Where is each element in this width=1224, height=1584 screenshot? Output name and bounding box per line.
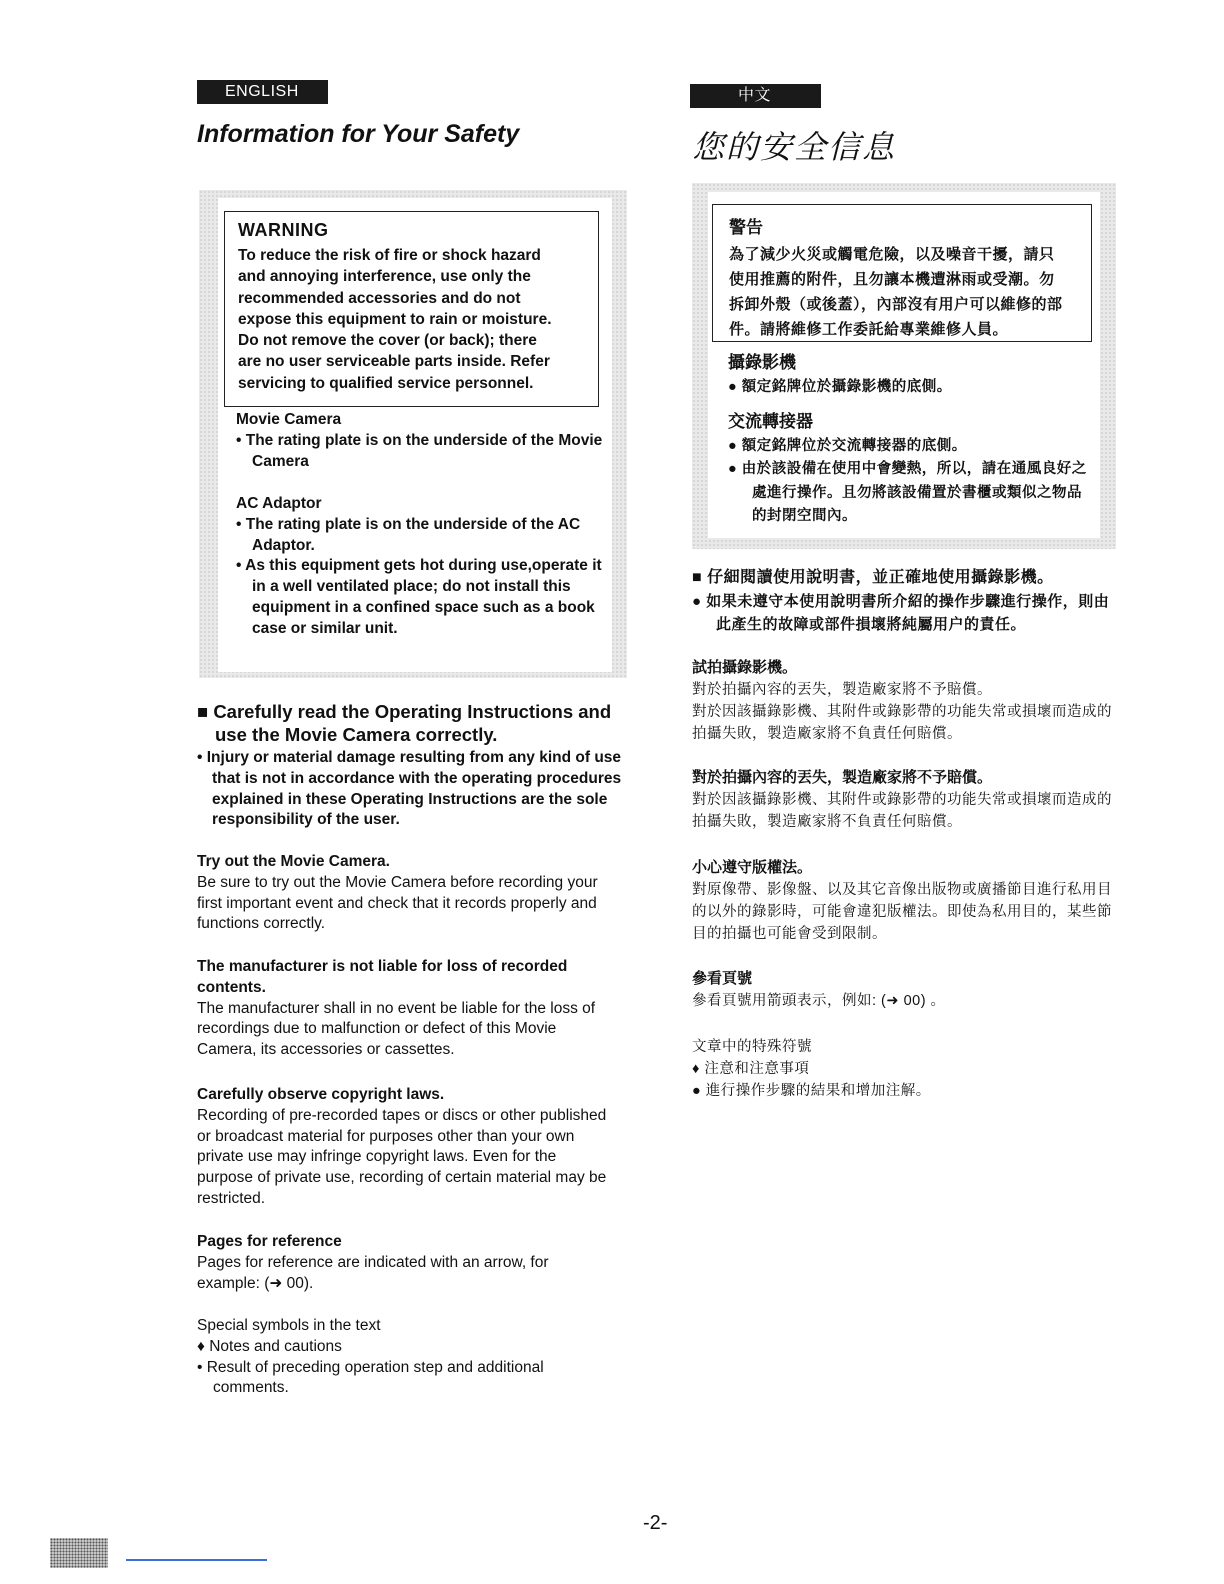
english-movie-camera-heading: Movie Camera [236, 411, 342, 428]
english-warning-box [224, 211, 599, 407]
chinese-copyright-text: 對原像帶、影像盤、以及其它音像出版物或廣播節目進行私用目的以外的錄影時，可能會違犯版權法。即使為私用目的，某些節目的拍攝也可能會受到限制。 [692, 882, 1112, 942]
english-ac-adaptor-bullet: • As this equipment gets hot during use,operate it in a well ventilated place; do not install this equipment in a confined space such as a book case or similar unit. [236, 557, 602, 637]
english-ac-adaptor-heading: AC Adaptor [236, 495, 322, 512]
english-warning-line: recommended accessories and do not [238, 289, 521, 307]
english-not-liable-text: The manufacturer shall in no event be liable for the loss of recordings due to malfunction or defect of this Movie Camera, its accessories or cassettes. [197, 999, 596, 1059]
english-warning-line: are no user serviceable parts inside. Refer [238, 353, 550, 371]
chinese-warning-box [712, 204, 1092, 342]
chinese-warning-line: 為了減少火災或觸電危險，以及噪音干擾，請只 [729, 246, 1055, 263]
chinese-pages-reference-text: 參看頁號用箭頭表示，例如: (➜ 00) 。 [692, 993, 946, 1009]
chinese-read-instructions-bullet: ● 如果未遵守本使用說明書所介紹的操作步驟進行操作，則由此產生的故障或部件損壞將純屬用户的責任。 [692, 592, 1110, 634]
chinese-movie-camera-section [728, 348, 1088, 399]
chinese-movie-camera-bullet: ● 額定銘牌位於攝錄影機的底側。 [728, 379, 952, 395]
english-movie-camera-section [236, 411, 608, 472]
english-try-out [197, 852, 612, 935]
chinese-not-liable-heading: 對於拍攝內容的丟失，製造廠家將不予賠償。 [692, 769, 993, 786]
scan-corner-line [126, 1559, 267, 1561]
page-number: -2- [643, 1512, 668, 1534]
english-symbol-result: • Result of preceding operation step and additional comments. [197, 1358, 544, 1397]
chinese-not-liable-text: 對於因該攝錄影機、其附件或錄影帶的功能失常或損壞而造成的拍攝失敗，製造廠家將不負責任何賠償。 [692, 792, 1112, 830]
english-pages-reference-heading: Pages for reference [197, 1233, 342, 1250]
chinese-warning-text [729, 242, 1081, 342]
english-try-out-text: Be sure to try out the Movie Camera before recording your first important event and check that it records properly and functions correctly. [197, 873, 598, 933]
english-copyright [197, 1085, 615, 1210]
english-page-title: Information for Your Safety [197, 120, 520, 148]
english-not-liable-heading: The manufacturer is not liable for loss of recorded contents. [197, 958, 568, 996]
english-pages-reference-text: Pages for reference are indicated with an arrow, for example: (➜ 00). [197, 1253, 549, 1292]
chinese-ac-adaptor-heading: 交流轉接器 [728, 412, 813, 431]
chinese-try-out-heading: 試拍攝錄影機。 [692, 659, 798, 676]
chinese-warning-line: 件。請將維修工作委託給專業維修人員。 [729, 321, 1009, 338]
english-warning-line: servicing to qualified service personnel. [238, 374, 534, 392]
english-read-instructions-bullet: • Injury or material damage resulting from any kind of use that is not in accordance with the operating procedures explained in these Operating Instructions are the sole responsibility of the user. [197, 749, 622, 829]
chinese-section-label: 中文 [690, 84, 821, 108]
english-warning-line: Do not remove the cover (or back); there [238, 332, 537, 350]
chinese-pages-reference [692, 968, 1117, 1012]
chinese-ac-adaptor-bullet: ● 由於該設備在使用中會變熱，所以，請在通風良好之處進行操作。且勿將該設備置於書櫃或類似之物品的封閉空間內。 [728, 461, 1087, 524]
chinese-special-symbols-heading: 文章中的特殊符號 [692, 1039, 812, 1055]
english-pages-reference [197, 1232, 597, 1294]
chinese-special-symbols [692, 1036, 1117, 1102]
english-warning-line: expose this equipment to rain or moisture. [238, 310, 552, 328]
scan-corner-mark [50, 1538, 108, 1568]
english-ac-adaptor-bullet: • The rating plate is on the underside of the AC Adaptor. [236, 516, 581, 554]
english-symbol-notes: ♦ Notes and cautions [197, 1337, 342, 1355]
chinese-warning-line: 使用推薦的附件，且勿讓本機遭淋雨或受潮。勿 [729, 271, 1055, 288]
chinese-copyright-heading: 小心遵守版權法。 [692, 859, 813, 876]
chinese-not-liable [692, 767, 1117, 833]
english-warning-text [238, 245, 588, 394]
chinese-symbol-result: ● 進行操作步驟的結果和增加注解。 [692, 1083, 931, 1099]
english-warning-title: WARNING [238, 220, 329, 240]
english-ac-adaptor-section [236, 495, 608, 639]
chinese-read-instructions [692, 566, 1120, 637]
chinese-warning-title: 警告 [729, 218, 763, 237]
english-special-symbols [197, 1316, 597, 1399]
english-warning-line: To reduce the risk of fire or shock hazard [238, 247, 541, 264]
chinese-copyright [692, 857, 1117, 945]
english-copyright-text: Recording of pre-recorded tapes or discs or other published or broadcast material for purposes other than your own private use may infringe copyright laws. Even for the purpose of private use, recording of certain material may be restricted. [197, 1106, 607, 1207]
english-section-label: ENGLISH [197, 80, 328, 104]
chinese-ac-adaptor-section [728, 407, 1088, 528]
english-read-instructions [197, 701, 627, 831]
english-movie-camera-bullet: • The rating plate is on the underside of the Movie Camera [236, 432, 603, 470]
chinese-try-out [692, 657, 1117, 745]
chinese-movie-camera-heading: 攝錄影機 [728, 353, 796, 372]
chinese-warning-line: 拆卸外殼（或後蓋），內部沒有用户可以維修的部 [729, 296, 1063, 313]
chinese-try-out-line: 對於拍攝內容的丟失，製造廠家將不予賠償。 [692, 682, 992, 698]
english-try-out-heading: Try out the Movie Camera. [197, 853, 390, 870]
english-special-symbols-heading: Special symbols in the text [197, 1317, 381, 1334]
chinese-read-instructions-heading: ■ 仔細閱讀使用說明書，並正確地使用攝錄影機。 [692, 569, 1054, 586]
chinese-pages-reference-heading: 參看頁號 [692, 970, 753, 987]
chinese-try-out-text: 對於因該攝錄影機、其附件或錄影帶的功能失常或損壞而造成的拍攝失敗，製造廠家將不負責任何賠償。 [692, 704, 1112, 742]
english-not-liable [197, 957, 612, 1061]
english-warning-line: and annoying interference, use only the [238, 268, 531, 286]
chinese-symbol-notes: ♦ 注意和注意事項 [692, 1061, 810, 1077]
chinese-page-title: 您的安全信息 [692, 128, 897, 166]
english-read-instructions-heading: ■ Carefully read the Operating Instructions and use the Movie Camera correctly. [197, 701, 612, 745]
english-copyright-heading: Carefully observe copyright laws. [197, 1086, 445, 1103]
chinese-ac-adaptor-bullet: ● 額定銘牌位於交流轉接器的底側。 [728, 438, 967, 454]
